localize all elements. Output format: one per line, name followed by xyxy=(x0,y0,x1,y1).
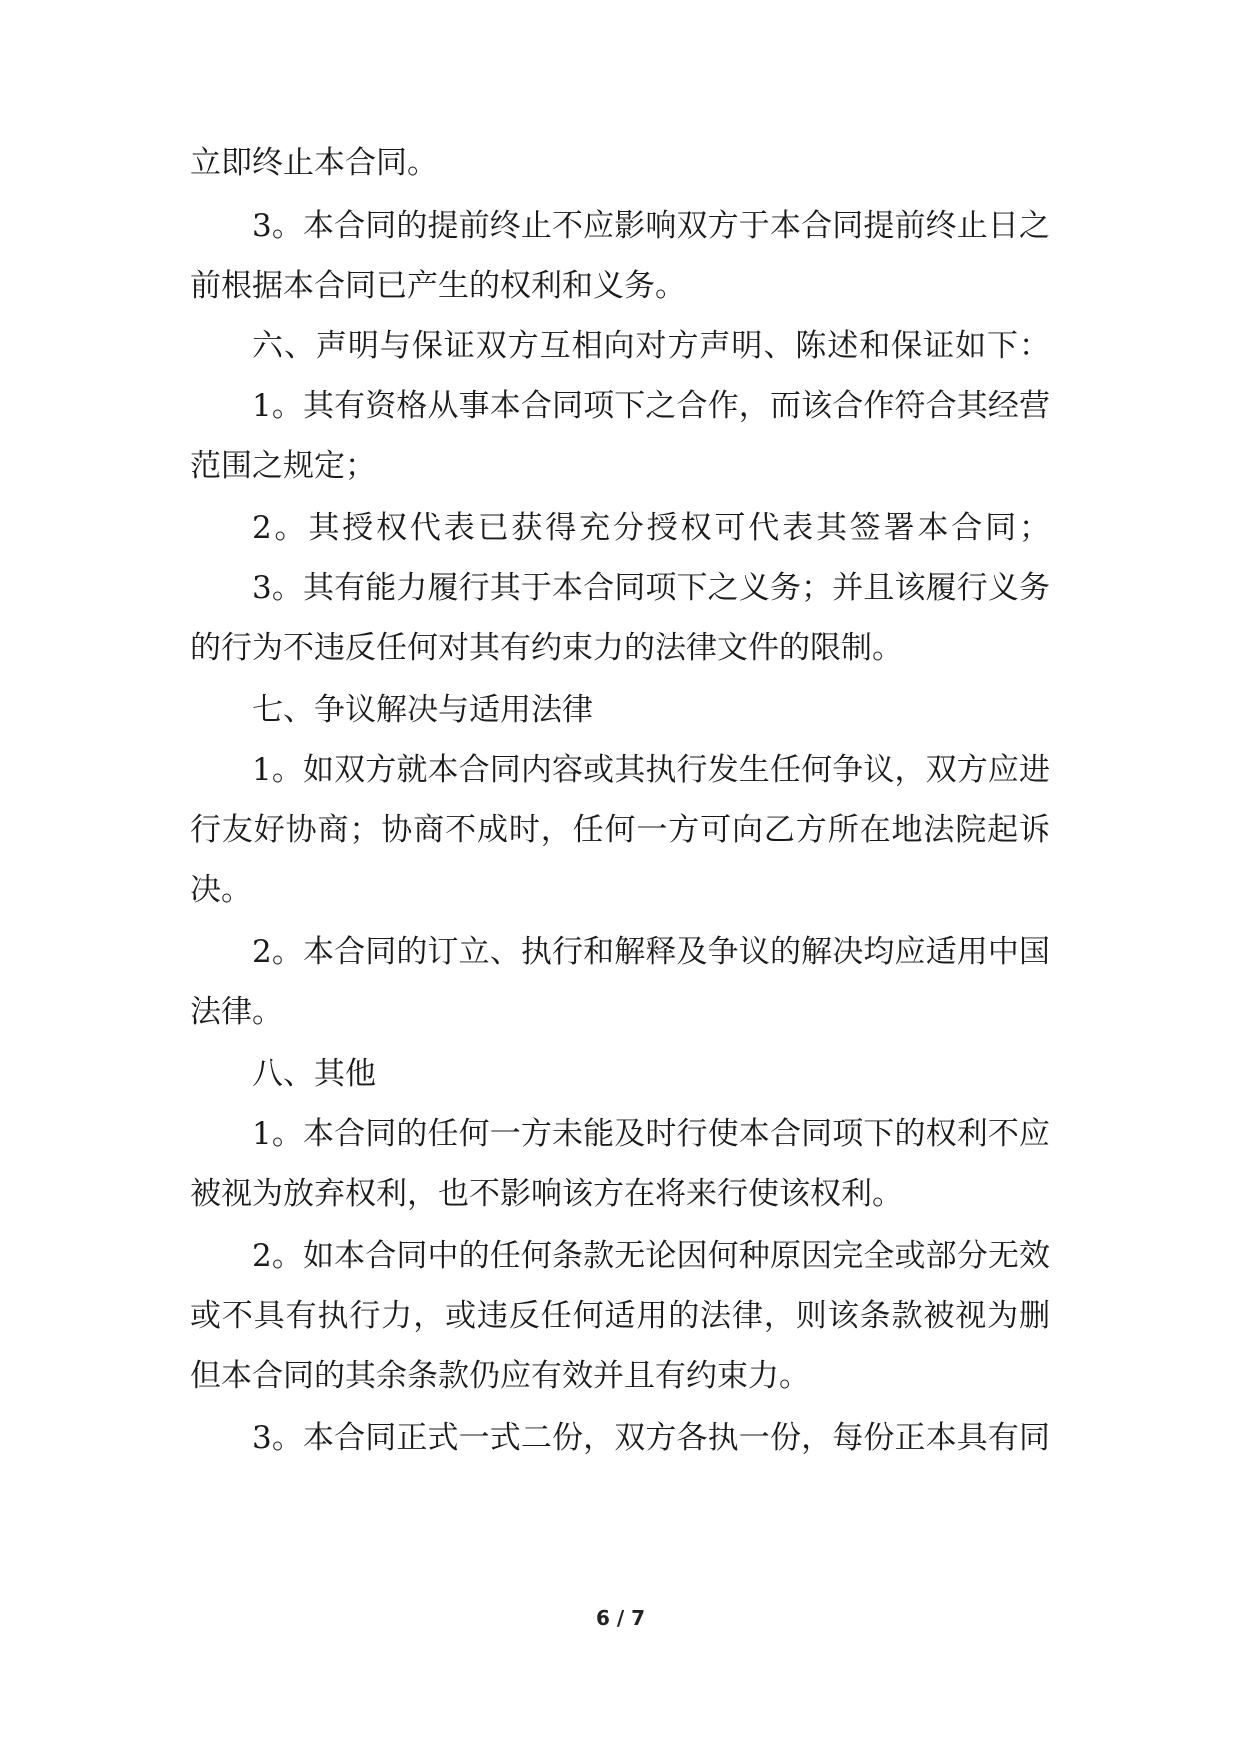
text-line: 1。如双方就本合同内容或其执行发生任何争议，双方应进 xyxy=(252,752,1050,788)
text-line: 3。其有能力履行其于本合同项下之义务；并且该履行义务 xyxy=(252,570,1050,606)
text-line: 2。如本合同中的任何条款无论因何种原因完全或部分无效 xyxy=(252,1238,1050,1274)
text-line: 立即终止本合同。 xyxy=(190,145,438,181)
text-line: 2。其授权代表已获得充分授权可代表其签署本合同； xyxy=(252,510,1050,546)
text-line: 的行为不违反任何对其有约束力的法律文件的限制。 xyxy=(190,630,903,666)
text-line: 前根据本合同已产生的权利和义务。 xyxy=(190,268,686,304)
text-line: 但本合同的其余条款仍应有效并且有约束力。 xyxy=(190,1358,810,1394)
page-number: 6 / 7 xyxy=(595,1606,646,1630)
text-line: 被视为放弃权利，也不影响该方在将来行使该权利。 xyxy=(190,1176,903,1212)
text-line: 3。本合同正式一式二份，双方各执一份，每份正本具有同 xyxy=(252,1420,1050,1456)
text-line: 行友好协商；协商不成时，任何一方可向乙方所在地法院起诉 xyxy=(190,812,1050,848)
text-line: 法律。 xyxy=(190,994,283,1030)
text-line: 范围之规定； xyxy=(190,448,376,484)
section-heading: 六、声明与保证双方互相向对方声明、陈述和保证如下： xyxy=(252,328,1050,364)
section-heading: 八、其他 xyxy=(252,1056,376,1092)
section-heading: 七、争议解决与适用法律 xyxy=(252,692,593,728)
text-line: 1。本合同的任何一方未能及时行使本合同项下的权利不应 xyxy=(252,1116,1050,1152)
text-line: 1。其有资格从事本合同项下之合作，而该合作符合其经营 xyxy=(252,388,1050,424)
text-line: 2。本合同的订立、执行和解释及争议的解决均应适用中国 xyxy=(252,934,1050,970)
text-line: 或不具有执行力，或违反任何适用的法律，则该条款被视为删 xyxy=(190,1298,1050,1334)
text-line: 决。 xyxy=(190,872,252,908)
text-line: 3。本合同的提前终止不应影响双方于本合同提前终止日之 xyxy=(252,208,1050,244)
